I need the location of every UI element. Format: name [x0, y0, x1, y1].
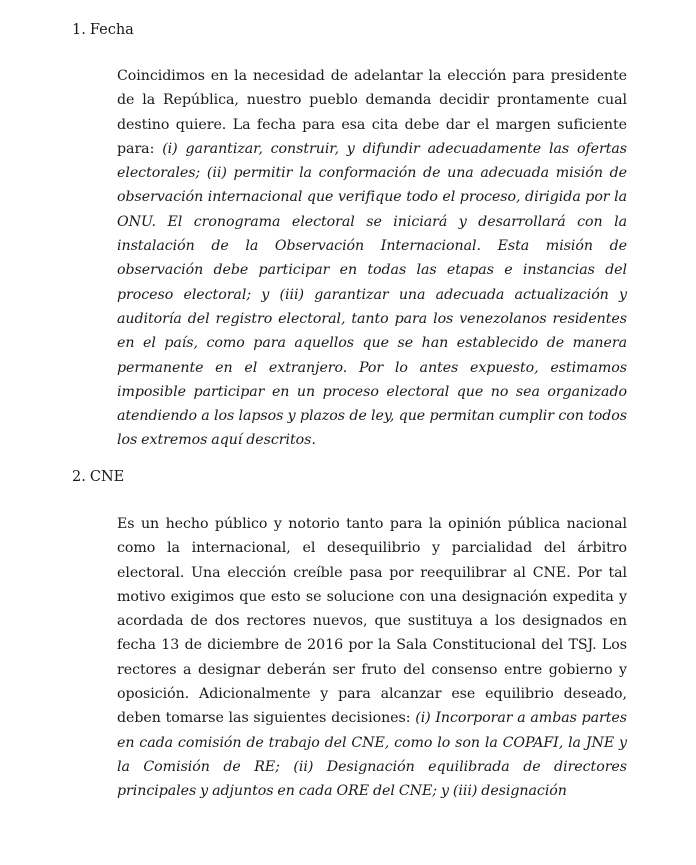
section-title: Fecha [89, 22, 134, 38]
paragraph-text: Es un hecho público y notorio tanto para la opinión pública nacional como la internacional, el desequilibrio y parcialidad del árbitro electoral. Una elección creíble pasa por reequilibrar al CNE. Por tal motivo exigimos que esto se solucione con una designación expedita y acordada de dos rectores nuevos, que sustituya a los designados en fecha 13 de diciembre de 2016 por la Sala Constitucional del TSJ. Los rectores a designar deberán ser fruto del consenso entre gobierno y oposición. Adicionalmente y para alcanzar ese equilibrio deseado, deben tomarse las siguientes decisiones: [117, 516, 627, 727]
section-number: 2. [72, 469, 86, 485]
section-title: CNE [89, 469, 125, 485]
section-heading-cne [72, 467, 124, 487]
paragraph-text: Coincidimos en la necesidad de adelantar la elección para presidente de la República, nuestro pueblo demanda decidir prontamente cual destino quiere. La fecha para esa cita debe dar el margen suficiente para: [117, 68, 627, 157]
section-heading-fecha [72, 20, 134, 40]
section-paragraph-cne [117, 512, 627, 804]
section-number: 1. [72, 22, 86, 38]
paragraph-italic-text: (i) Incorporar a ambas partes en cada comisión de trabajo del CNE, como lo son la COPAFI, la JNE y la Comisión de RE; (ii) Designación equilibrada de directores principales y adjuntos en cada ORE del CNE; y (iii) designación [117, 710, 627, 800]
section-paragraph-fecha [117, 64, 627, 453]
paragraph-italic-text: (i) garantizar, construir, y difundir adecuadamente las ofertas electorales; (ii) permitir la conformación de una adecuada misión de observación internacional que verifique todo el proceso, dirigida por la ONU. El cronograma electoral se iniciará y desarrollará con la instalación de la Observación Internacional. Esta misión de observación debe participar en todas las etapas e instancias del proceso electoral; y (iii) garantizar una adecuada actualización y auditoría del registro electoral, tanto para los venezolanos residentes en el país, como para aquellos que se han establecido de manera permanente en el extranjero. Por lo antes expuesto, estimamos imposible participar en un proceso electoral que no sea organizado atendiendo a los lapsos y plazos de ley, que permitan cumplir con todos los extremos aquí descritos. [117, 140, 628, 449]
